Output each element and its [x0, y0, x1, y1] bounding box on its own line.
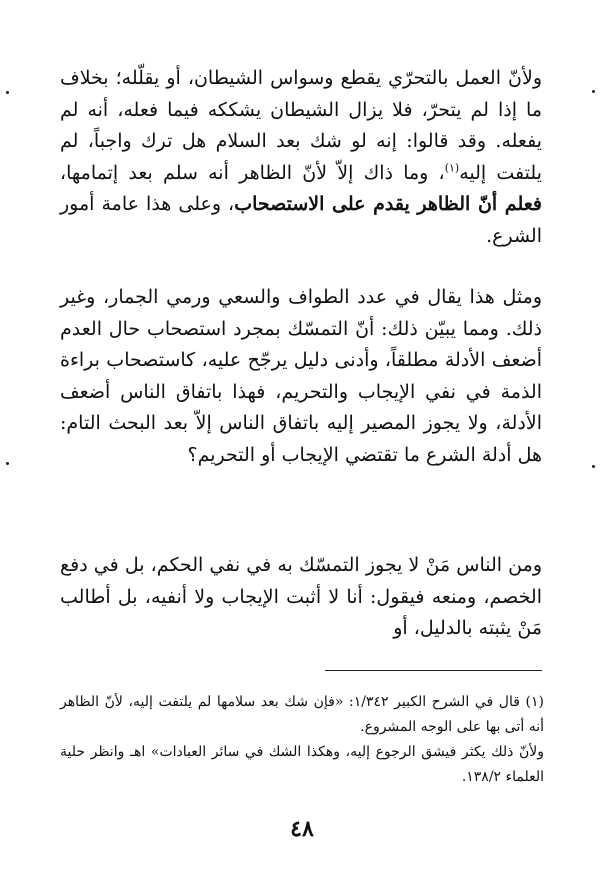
footnote-line-2: ولأنّ ذلك يكثر فيشق الرجوع إليه، وهكذا الشك في سائر العبادات» اهـ وانظر حلية العلماء ١٣٨/٢.	[60, 744, 544, 785]
margin-dot-left	[6, 91, 9, 94]
margin-dot-left-lower	[6, 462, 9, 465]
footnote	[60, 690, 544, 790]
page-number: ٤٨	[290, 816, 314, 842]
paragraph-1	[60, 63, 542, 252]
footnote-marker: (١)	[444, 161, 460, 175]
footnote-separator	[325, 670, 542, 671]
paragraph-3-text: ومن الناس مَنْ لا يجوز التمسّك به في نفي الحكم، بل في دفع الخصم، ومنعه فيقول: أنا لا أثبت الإيجاب ولا أنفيه، بل أطالب مَنْ يثبته بالدليل، أو	[60, 554, 542, 639]
margin-dot-top	[592, 90, 595, 93]
paragraph-1-text-end: ، وعلى هذا عامة أمور الشرع.	[60, 193, 542, 247]
margin-dot-middle	[592, 465, 595, 468]
paragraph-2-text: ومثل هذا يقال في عدد الطواف والسعي ورمي الجمار، وغير ذلك. ومما يبيّن ذلك: أنّ التمسّك بمجرد استصحاب حال العدم أضعف الأدلة مطلقاً، وأدنى دليل يرجّح عليه، كاستصحاب براءة الذمة في نفي الإيجاب والتحريم، فهذا باتفاق الناس أضعف الأدلة، ولا يجوز المصير إليه باتفاق الناس إلاّ بعد البحث التام: هل أدلة الشرع ما تقتضي الإيجاب أو التحريم؟	[60, 286, 542, 466]
paragraph-2	[60, 282, 542, 471]
footnote-line-1: (١) قال في الشرح الكبير ١/٣٤٢: «فإن شك بعد سلامها لم يلتفت إليه، لأنّ الظاهر أنه أتى بها على الوجه المشروع.	[60, 694, 544, 735]
paragraph-1-bold-text: فعلم أنّ الظاهر يقدم على الاستصحاب	[234, 193, 542, 215]
paragraph-1-text-continued: ، وما ذاك إلاّ لأنّ الظاهر أنه سلم بعد إتمامها،	[60, 161, 445, 184]
paragraph-3	[60, 550, 542, 645]
paragraph-1-text: ولأنّ العمل بالتحرّي يقطع وسواس الشيطان، أو يقلّله؛ بخلاف ما إذا لم يتحرّ، فلا يزال الشيطان يشككه فيما فعله، أنه لم يفعله. وقد قالوا: إنه لو شك بعد السلام هل ترك واجباً، لم يلتفت إليه	[60, 67, 542, 184]
